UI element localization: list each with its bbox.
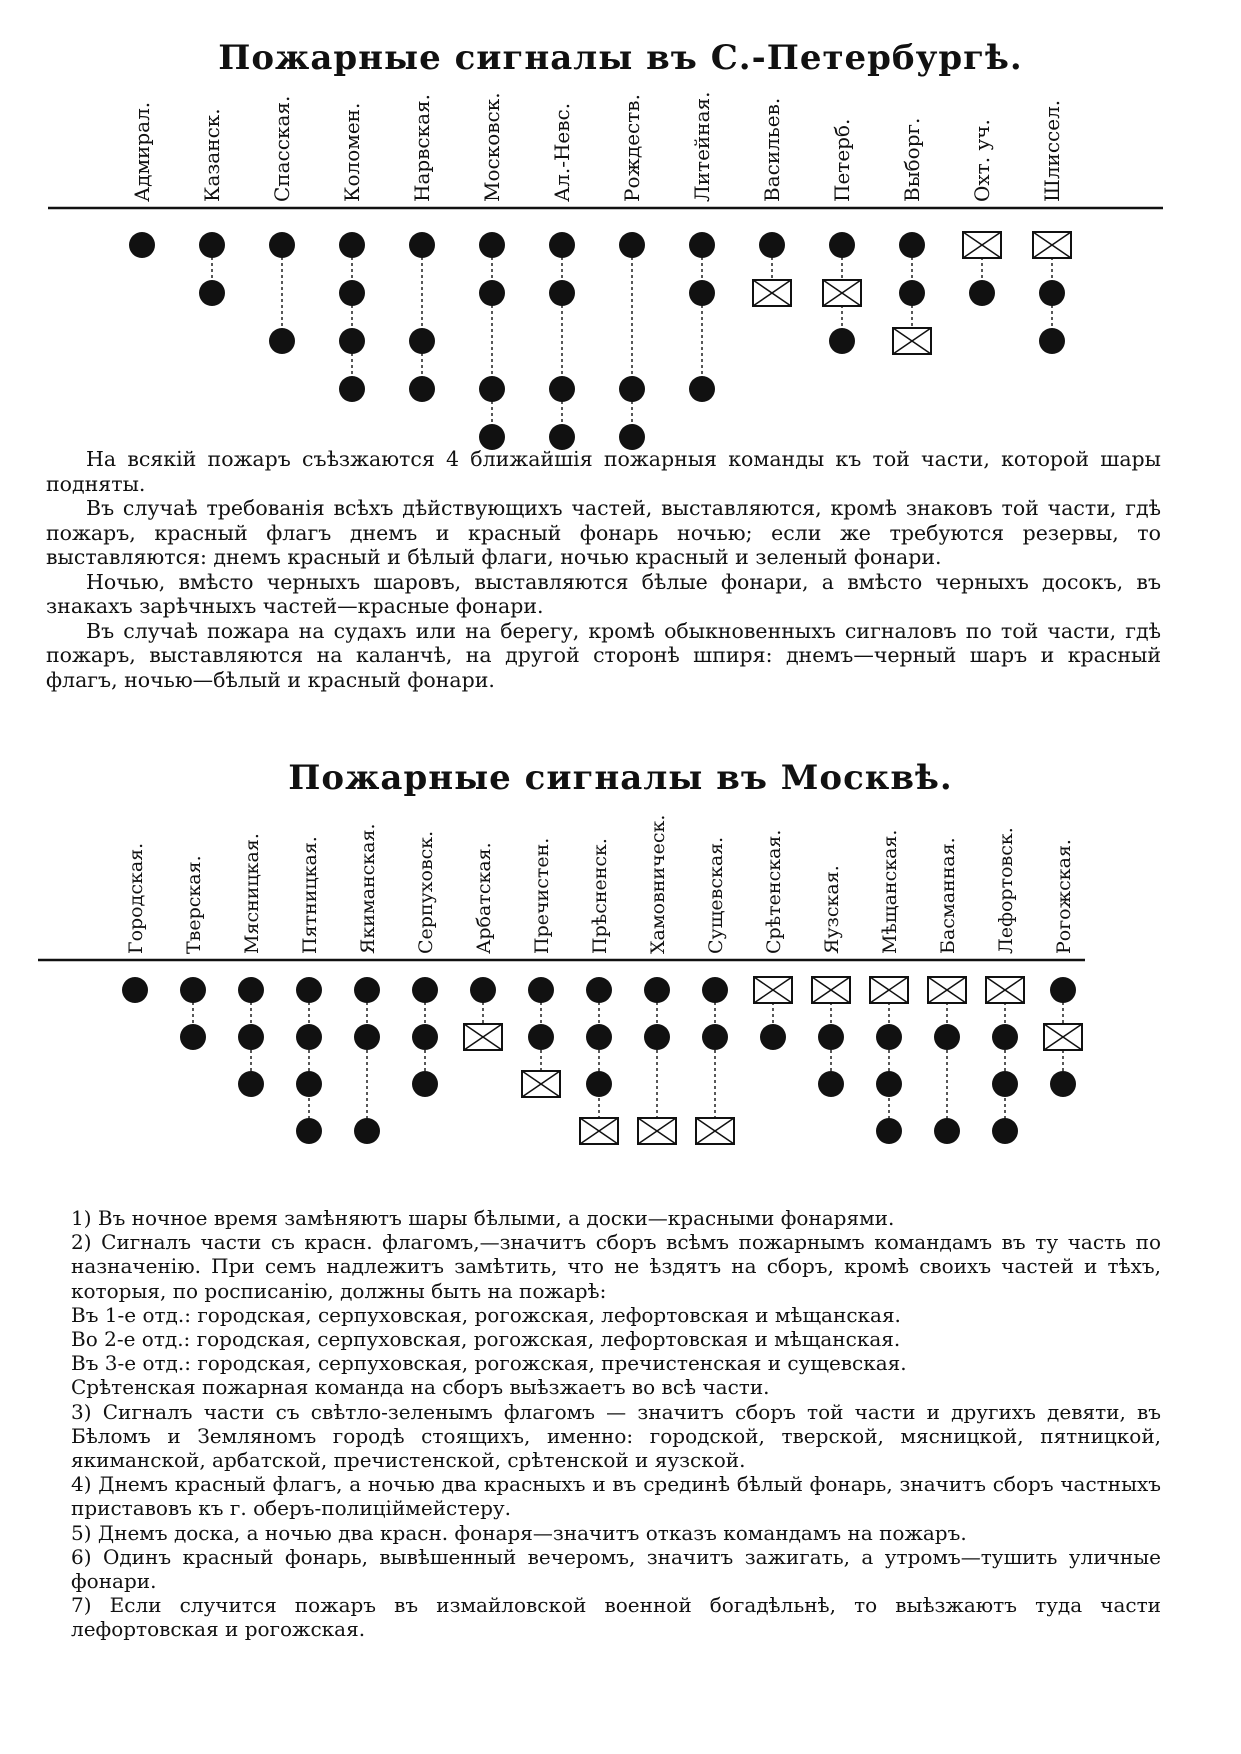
msk-district-label: Лефортовск. — [995, 827, 1017, 954]
msk-signal-ball — [1050, 1071, 1076, 1097]
spb-signal-board — [1033, 232, 1071, 258]
msk-column — [464, 842, 502, 1050]
msk-signal-ball — [412, 1071, 438, 1097]
msk-note: 4) Днемъ красный флагъ, а ночью два красныхъ и въ срединѣ бѣлый фонарь, значитъ сборъ частныхъ приставовъ къ г. оберъ-полицiймейстеру. — [71, 1472, 1161, 1521]
msk-column — [696, 837, 734, 1144]
spb-signal-ball — [129, 232, 155, 258]
msk-signal-ball — [528, 977, 554, 1003]
spb-district-label: Спасская. — [270, 95, 294, 202]
spb-signal-ball — [689, 232, 715, 258]
spb-column — [339, 103, 365, 402]
msk-district-label: Басманная. — [937, 837, 959, 954]
msk-notes — [46, 1206, 1161, 1642]
msk-signal-board — [986, 977, 1024, 1003]
spb-district-label: Петерб. — [830, 118, 854, 202]
msk-signal-ball — [470, 977, 496, 1003]
msk-signal-board — [870, 977, 908, 1003]
msk-signal-ball — [644, 977, 670, 1003]
spb-signal-ball — [689, 280, 715, 306]
spb-signal-ball — [689, 376, 715, 402]
spb-column — [823, 119, 861, 354]
spb-signal-ball — [619, 232, 645, 258]
spb-column — [549, 103, 575, 450]
msk-signal-ball — [760, 1024, 786, 1050]
msk-signal-ball — [586, 977, 612, 1003]
spb-column — [269, 96, 295, 354]
msk-column — [122, 843, 148, 1003]
msk-note: 2) Сигналъ части съ красн. флагомъ,—значитъ сборъ всѣмъ пожарнымъ командамъ въ ту часть по назначенію. При семъ надлежитъ замѣтить, что не ѣздятъ на сборъ, кромѣ своихъ частей и тѣхъ, которыя, по росписанію, должны быть на пожарѣ: — [71, 1230, 1161, 1303]
msk-column — [296, 836, 322, 1144]
spb-signal-ball — [339, 232, 365, 258]
spb-signal-ball — [1039, 280, 1065, 306]
msk-note: 3) Сигналъ части съ свѣтло-зеленымъ флагомъ — значитъ сборъ той части и другихъ девяти, въ Бѣломъ и Земляномъ городѣ стоящихъ, именно: городской, тверской, мясницкой, пятницкой, якиманской, арбатской, пречистенской, срѣтенской и яузской. — [71, 1399, 1161, 1473]
spb-notes — [46, 447, 1161, 692]
spb-district-label: Ал.-Невс. — [550, 102, 574, 202]
spb-signal-board — [753, 280, 791, 306]
spb-column — [753, 98, 791, 306]
msk-signal-ball — [296, 1024, 322, 1050]
spb-note: На всякій пожаръ съѣзжаются 4 ближайшія пожарныя команды къ той части, которой шары подняты. — [46, 447, 1161, 496]
spb-signal-ball — [479, 280, 505, 306]
spb-district-label: Охт. уч. — [970, 119, 994, 202]
spb-district-label: Нарвская. — [410, 93, 434, 202]
spb-column — [409, 94, 435, 402]
msk-column — [812, 865, 850, 1097]
msk-column — [412, 831, 438, 1097]
spb-signal-ball — [409, 232, 435, 258]
spb-signal-ball — [199, 232, 225, 258]
spb-district-label: Васильев. — [760, 97, 784, 202]
msk-signal-ball — [238, 1071, 264, 1097]
msk-signal-ball — [992, 1071, 1018, 1097]
spb-signal-ball — [479, 376, 505, 402]
msk-district-label: Срѣтенская. — [763, 829, 785, 954]
spb-signal-ball — [409, 328, 435, 354]
msk-signal-ball — [528, 1024, 554, 1050]
msk-district-label: Якиманская. — [357, 823, 379, 954]
msk-signal-board — [928, 977, 966, 1003]
msk-district-label: Пятницкая. — [299, 836, 321, 954]
msk-signal-ball — [876, 1024, 902, 1050]
spb-signal-ball — [829, 232, 855, 258]
spb-district-label: Рождеств. — [620, 94, 644, 202]
msk-district-label: Яузская. — [821, 865, 843, 954]
msk-column — [1044, 839, 1082, 1097]
spb-signal-ball — [269, 232, 295, 258]
msk-signal-ball — [180, 1024, 206, 1050]
msk-signal-ball — [702, 1024, 728, 1050]
msk-column — [354, 823, 380, 1144]
msk-signal-ball — [992, 1024, 1018, 1050]
spb-signal-board — [893, 328, 931, 354]
spb-column — [479, 92, 505, 450]
msk-signal-ball — [122, 977, 148, 1003]
msk-signal-ball — [934, 1024, 960, 1050]
spb-district-label: Адмирал. — [130, 101, 154, 202]
msk-signal-ball — [296, 1118, 322, 1144]
msk-district-label: Городская. — [125, 842, 147, 954]
msk-district-label: Тверская. — [183, 855, 205, 954]
msk-signal-board — [1044, 1024, 1082, 1050]
msk-note: 5) Днемъ доска, а ночью два красн. фонаря—значитъ отказъ командамъ на пожаръ. — [71, 1520, 967, 1545]
msk-signal-ball — [934, 1118, 960, 1144]
spb-signal-ball — [339, 328, 365, 354]
spb-district-label: Выборг. — [900, 117, 924, 202]
msk-signal-ball — [644, 1024, 670, 1050]
msk-signal-board — [522, 1071, 560, 1097]
msk-district-label: Мѣщанская. — [879, 829, 901, 954]
msk-signal-ball — [586, 1071, 612, 1097]
spb-signal-ball — [339, 376, 365, 402]
spb-signal-ball — [899, 232, 925, 258]
spb-signal-board — [823, 280, 861, 306]
msk-column — [580, 838, 618, 1144]
msk-note: Срѣтенская пожарная команда на сборъ выѣзжаетъ во всѣ части. — [71, 1375, 770, 1400]
msk-signal-ball — [876, 1071, 902, 1097]
msk-column — [238, 833, 264, 1097]
msk-note: 7) Если случится пожаръ въ измайловской военной богадѣльнѣ, то выѣзжаютъ туда части лефортовская и рогожская. — [71, 1593, 1161, 1642]
msk-signal-ball — [586, 1024, 612, 1050]
spb-signal-diagram — [0, 90, 1241, 440]
msk-note: Въ 3-е отд.: городская, серпуховская, рогожская, пречистенская и сущевская. — [71, 1351, 907, 1376]
msk-column — [928, 837, 966, 1144]
msk-column — [754, 830, 792, 1050]
msk-signal-board — [754, 977, 792, 1003]
msk-column — [638, 815, 676, 1144]
msk-district-label: Арбатская. — [473, 842, 495, 954]
msk-signal-board — [464, 1024, 502, 1050]
spb-signal-ball — [269, 328, 295, 354]
spb-signal-ball — [409, 376, 435, 402]
msk-signal-diagram — [0, 800, 1241, 1190]
msk-title: Пожарные сигналы въ Москвѣ. — [288, 758, 953, 798]
spb-signal-ball — [1039, 328, 1065, 354]
msk-signal-ball — [702, 977, 728, 1003]
msk-signal-ball — [296, 1071, 322, 1097]
spb-signal-ball — [549, 280, 575, 306]
msk-signal-ball — [876, 1118, 902, 1144]
msk-signal-ball — [180, 977, 206, 1003]
spb-signal-ball — [969, 280, 995, 306]
spb-signal-ball — [199, 280, 225, 306]
msk-signal-ball — [354, 1118, 380, 1144]
msk-signal-ball — [296, 977, 322, 1003]
msk-signal-board — [696, 1118, 734, 1144]
msk-signal-ball — [238, 977, 264, 1003]
msk-district-label: Мясницкая. — [241, 833, 263, 954]
spb-signal-ball — [619, 376, 645, 402]
spb-column — [619, 94, 645, 450]
spb-district-label: Казанск. — [200, 108, 224, 202]
spb-district-label: Шлиссел. — [1040, 99, 1064, 202]
msk-district-label: Хамовническ. — [647, 814, 669, 954]
msk-column — [522, 838, 560, 1097]
msk-note: Въ 1-е отд.: городская, серпуховская, рогожская, лефортовская и мѣщанская. — [71, 1302, 901, 1327]
spb-signal-ball — [339, 280, 365, 306]
spb-note: Въ случаѣ пожара на судахъ или на берегу, кромѣ обыкновенныхъ сигналовъ по той части, гдѣ пожаръ, выставляются на каланчѣ, на другой сторонѣ шпиря: днемъ—черный шаръ и красный флагъ, ночью—бѣлый и красный фонари. — [46, 618, 1161, 692]
msk-signal-ball — [992, 1118, 1018, 1144]
msk-column — [870, 830, 908, 1144]
spb-signal-ball — [829, 328, 855, 354]
msk-note: 1) Въ ночное время замѣняютъ шары бѣлыми, а доски—красными фонарями. — [71, 1206, 895, 1230]
spb-column — [689, 92, 715, 402]
msk-signal-board — [580, 1118, 618, 1144]
msk-district-label: Сущевская. — [705, 836, 727, 954]
spb-district-label: Литейная. — [690, 91, 714, 202]
spb-column — [129, 102, 155, 258]
spb-signal-ball — [479, 232, 505, 258]
msk-signal-board — [638, 1118, 676, 1144]
msk-signal-ball — [412, 977, 438, 1003]
msk-note: 6) Одинъ красный фонарь, вывѣшенный вечеромъ, значитъ зажигать, а утромъ—тушить уличные фонари. — [71, 1544, 1161, 1594]
spb-signal-ball — [549, 376, 575, 402]
msk-signal-ball — [412, 1024, 438, 1050]
spb-signal-ball — [899, 280, 925, 306]
spb-column — [1033, 100, 1071, 354]
msk-note: Во 2-е отд.: городская, серпуховская, рогожская, лефортовская и мѣщанская. — [71, 1327, 901, 1352]
msk-signal-ball — [1050, 977, 1076, 1003]
msk-district-label: Серпуховск. — [415, 830, 437, 954]
spb-district-label: Коломен. — [340, 102, 364, 202]
msk-signal-ball — [818, 1024, 844, 1050]
spb-note: Ночью, вмѣсто черныхъ шаровъ, выставляются бѣлые фонари, а вмѣсто черныхъ досокъ, въ знакахъ зарѣчныхъ частей—красные фонари. — [46, 569, 1161, 618]
msk-signal-ball — [238, 1024, 264, 1050]
spb-signal-ball — [549, 232, 575, 258]
spb-title: Пожарные сигналы въ С.-Петербургѣ. — [218, 38, 1023, 78]
msk-district-label: Рогожская. — [1053, 839, 1075, 954]
msk-signal-ball — [354, 1024, 380, 1050]
spb-signal-ball — [759, 232, 785, 258]
msk-column — [986, 827, 1024, 1144]
spb-column — [893, 118, 931, 354]
spb-signal-board — [963, 232, 1001, 258]
msk-column — [180, 855, 206, 1050]
spb-note: Въ случаѣ требованія всѣхъ дѣйствующихъ частей, выставляются, кромѣ знаковъ той части, гдѣ пожаръ, красный флагъ днемъ и красный фонарь ночью; если же требуются резервы, то выставляются: днемъ красный и бѣлый флаги, ночью красный и зеленый фонари. — [46, 496, 1161, 569]
spb-district-label: Московск. — [480, 92, 504, 202]
msk-district-label: Пречистен. — [531, 837, 553, 954]
msk-signal-ball — [818, 1071, 844, 1097]
msk-signal-ball — [354, 977, 380, 1003]
msk-district-label: Прѣсненск. — [589, 838, 611, 954]
msk-signal-board — [812, 977, 850, 1003]
spb-column — [963, 119, 1001, 306]
